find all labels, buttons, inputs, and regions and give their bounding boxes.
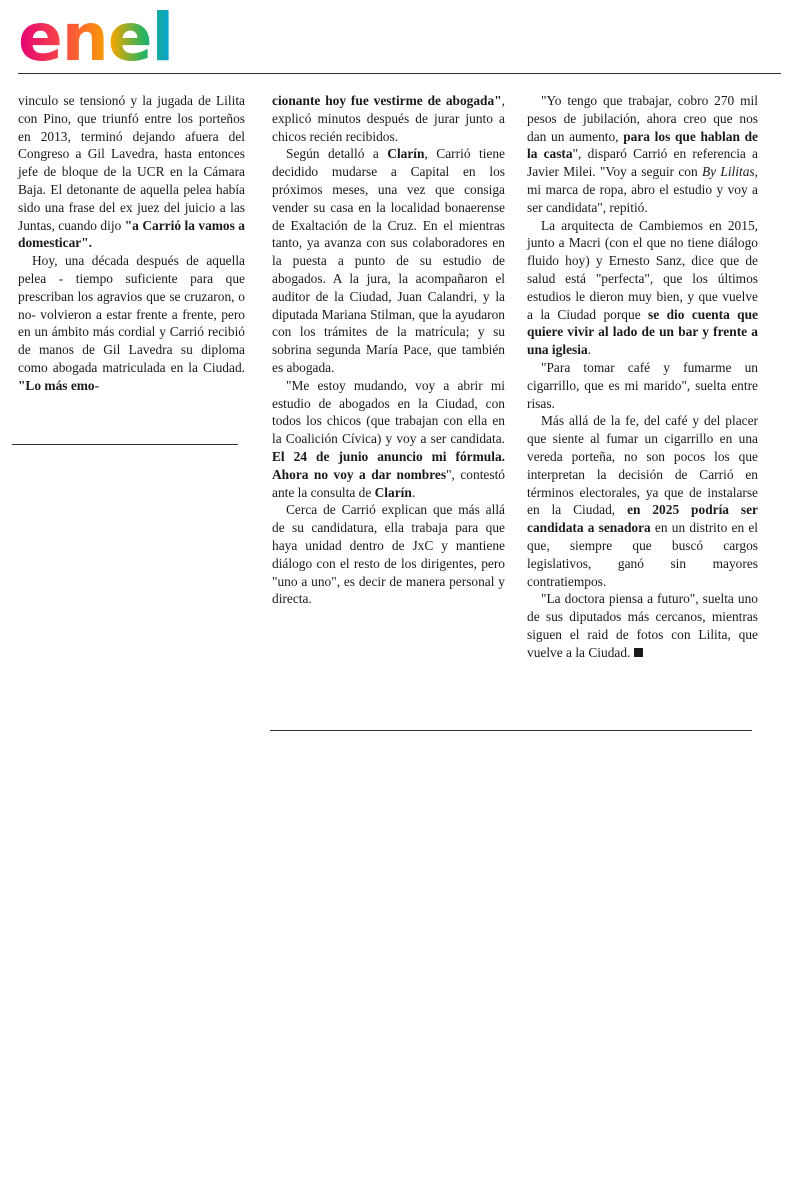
paragraph: "La doctora piensa a futuro", suelta uno de sus diputados más cercanos, mientras siguen el raid de fotos con Lilita, que vuelve a la Ciudad. [527, 591, 758, 660]
paragraph: "Me estoy mudando, voy a abrir mi estudio de abogados en la Ciudad, con todos los chicos (que trabajan con ella en la Coalición Cívica) y voy a ser candidata. El 24 de junio anuncio mi fórmula. Ahora no voy a dar nombres", contestó ante la consulta de Clarín. [272, 377, 505, 500]
enel-logo [18, 4, 180, 66]
article-column-2 [272, 92, 505, 608]
paragraph: vinculo se tensionó y la jugada de Lilita con Pino, que triunfó entre los porteños en 2013, terminó dejando afuera del Congreso a Gil Lavedra, hasta entonces jefe de bloque de la UCR en la Cámara Baja. El detonante de aquella pelea había sido una frase del ex juez del juicio a las Juntas, cuando dijo "a Carrió la vamos a domesticar". [18, 93, 245, 251]
logo-text: enel [18, 4, 174, 66]
paragraph: Hoy, una década después de aquella pelea - tiempo suficiente para que prescriban los agravios que se cruzaron, o no- volvieron a estar frente a frente, pero en un ámbito más cordial y Carrió recibió de manos de Gil Lavedra su diploma como abogada matriculada en la Ciudad. "Lo más emo- [18, 253, 245, 393]
article-column-3 [527, 92, 758, 662]
paragraph: Según detalló a Clarín, Carrió tiene decidido mudarse a Capital en los próximos meses, una vez que consiga vender su casa en la localidad bonaerense de Exaltación de la Cruz. En el mientras tanto, ya avanza con sus colaboradores en la puesta a punto de su estudio de abogados. A la jura, la acompañaron el auditor de la Ciudad, Juan Calandri, y la diputada Mariana Stilman, que la ayudaron con los trámites de la matrícula; y su sobrina segunda María Pace, que también es abogada. [272, 146, 506, 375]
paragraph: "Yo tengo que trabajar, cobro 270 mil pesos de jubilación, ahora creo que nos dan un aumento, para los que hablan de la casta", disparó Carrió en referencia a Javier Milei. "Voy a seguir con By Lilitas, mi marca de ropa, abro el estudio y voy a ser candidata", repitió. [527, 93, 758, 215]
article-bottom-rule [270, 730, 752, 731]
paragraph: Más allá de la fe, del café y del placer que siente al fumar un cigarrillo en una vereda porteña, no son pocos los que interpretan la decisión de Carrió en términos electorales, ya que de instalarse en la Ciudad, en 2025 podría ser candidata a senadora en un distrito en el que, siempre que buscó cargos legislativos, ganó sin mayores contratiempos. [527, 413, 759, 589]
column-1-end-rule [12, 444, 238, 445]
header-rule [18, 73, 781, 74]
paragraph: Cerca de Carrió explican que más allá de su candidatura, ella trabaja para que haya unidad dentro de JxC y mantiene diálogo con el resto de los dirigentes, pero "uno a uno", es decir de manera personal y directa. [272, 502, 505, 607]
article-column-1 [18, 92, 245, 395]
paragraph: "Para tomar café y fumarme un cigarrillo, que es mi marido", suelta entre risas. [527, 359, 758, 411]
paragraph: La arquitecta de Cambiemos en 2015, junto a Macri (con el que no tiene diálogo fluido hoy) y Ernesto Sanz, dice que de salud está "perfecta", que los últimos estudios le dieron muy bien, y que vuelve a la Ciudad porque se dio cuenta que quiere vivir al lado de un bar y frente a una iglesia. [527, 217, 758, 358]
end-of-article-mark [634, 648, 643, 657]
paragraph: cionante hoy fue vestirme de abogada", explicó minutos después de jurar junto a chicos recién recibidos. [272, 93, 505, 144]
